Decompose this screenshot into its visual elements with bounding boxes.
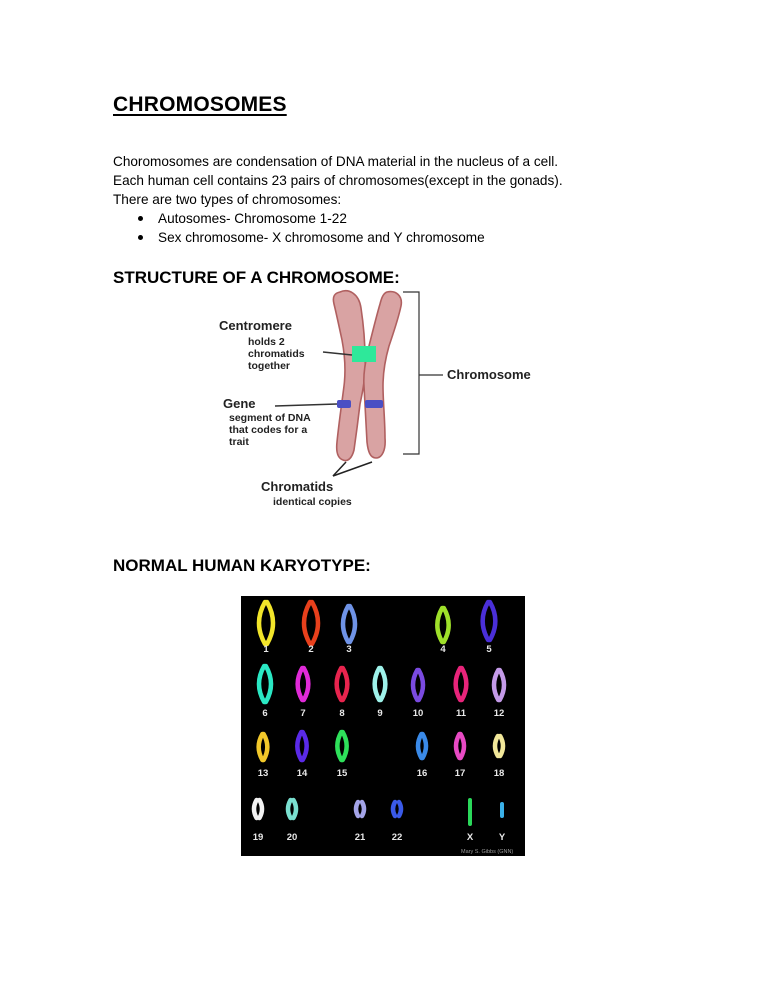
gene-label: Gene — [223, 396, 256, 411]
chromosome-shape — [333, 291, 401, 461]
chromosome-label: 4 — [440, 644, 446, 655]
structure-heading: STRUCTURE OF A CHROMOSOME: — [113, 268, 400, 287]
chromosome-label: 8 — [339, 708, 345, 719]
chromosome-label: 13 — [257, 768, 269, 779]
list-item: Sex chromosome- X chromosome and Y chromosome — [113, 228, 673, 247]
chromosome-label: X — [466, 832, 474, 843]
gene-description: trait — [229, 436, 249, 448]
chromosome-mark — [293, 800, 296, 818]
chromosome-label: Y — [498, 832, 506, 843]
intro-line: Choromosomes are condensation of DNA material in the nucleus of a cell. — [113, 154, 559, 169]
chromosome-label: 7 — [300, 708, 306, 719]
chromosome-label: 9 — [377, 708, 383, 719]
chromosome-label: 6 — [262, 708, 268, 719]
centromere-label: Centromere — [219, 318, 292, 333]
chromosome-bracket — [403, 292, 443, 454]
karyotype-image — [241, 596, 525, 856]
chromosome-label: 17 — [454, 768, 466, 779]
chromosome-label: 18 — [493, 768, 505, 779]
chromosome-label: 2 — [308, 644, 314, 655]
chromosome-label: Chromosome — [447, 367, 531, 382]
chromosome-types-list — [113, 209, 673, 247]
chromosome-label: 1 — [263, 644, 269, 655]
chromosome-label: 3 — [346, 644, 352, 655]
chromosome-label: 5 — [486, 644, 492, 655]
chromatid-left — [333, 291, 365, 461]
centromere-region — [352, 346, 376, 362]
karyotype-heading: NORMAL HUMAN KARYOTYPE: — [113, 556, 371, 575]
centromere-description: chromatids — [248, 348, 305, 360]
intro-section — [113, 152, 673, 247]
chromatids-label: Chromatids — [261, 479, 334, 494]
chromosome-label: 19 — [252, 832, 264, 843]
centromere-description: together — [248, 360, 290, 372]
page-title: CHROMOSOMES — [113, 93, 287, 116]
chromosome-label: 20 — [286, 832, 298, 843]
chromosome-label: 12 — [493, 708, 505, 719]
chromosome-label: 16 — [416, 768, 428, 779]
chromatid-right — [364, 292, 402, 458]
gene-pointer — [275, 404, 337, 406]
chromosome-label: 14 — [296, 768, 308, 779]
chromosome-label: 10 — [412, 708, 424, 719]
chromosome-mark — [254, 800, 257, 818]
chromosome-structure-diagram — [215, 286, 555, 514]
chromosome-label: 15 — [336, 768, 348, 779]
gene-band — [365, 400, 383, 408]
chromosome-mark — [399, 802, 401, 816]
intro-line: Each human cell contains 23 pairs of chromosomes(except in the gonads). — [113, 173, 563, 188]
image-credit: Mary S. Gibbs (GNN) — [461, 849, 514, 855]
chromosome-label: 11 — [455, 708, 467, 719]
karyotype-background — [241, 596, 525, 856]
chromosome-mark — [393, 802, 395, 816]
chromosome-label: 21 — [354, 832, 366, 843]
list-item: Autosomes- Chromosome 1-22 — [113, 209, 673, 228]
chromatids-description: identical copies — [273, 496, 352, 508]
centromere-description: holds 2 — [248, 336, 285, 348]
chromosome-label: 22 — [391, 832, 403, 843]
chromosome-mark — [259, 800, 262, 818]
chromosome-mark — [288, 800, 291, 818]
gene-band — [337, 400, 351, 408]
chromosome-mark — [356, 802, 358, 816]
gene-description: segment of DNA — [229, 412, 311, 424]
intro-line: There are two types of chromosomes: — [113, 192, 342, 207]
chromosome-mark — [362, 802, 364, 816]
gene-description: that codes for a — [229, 424, 308, 436]
